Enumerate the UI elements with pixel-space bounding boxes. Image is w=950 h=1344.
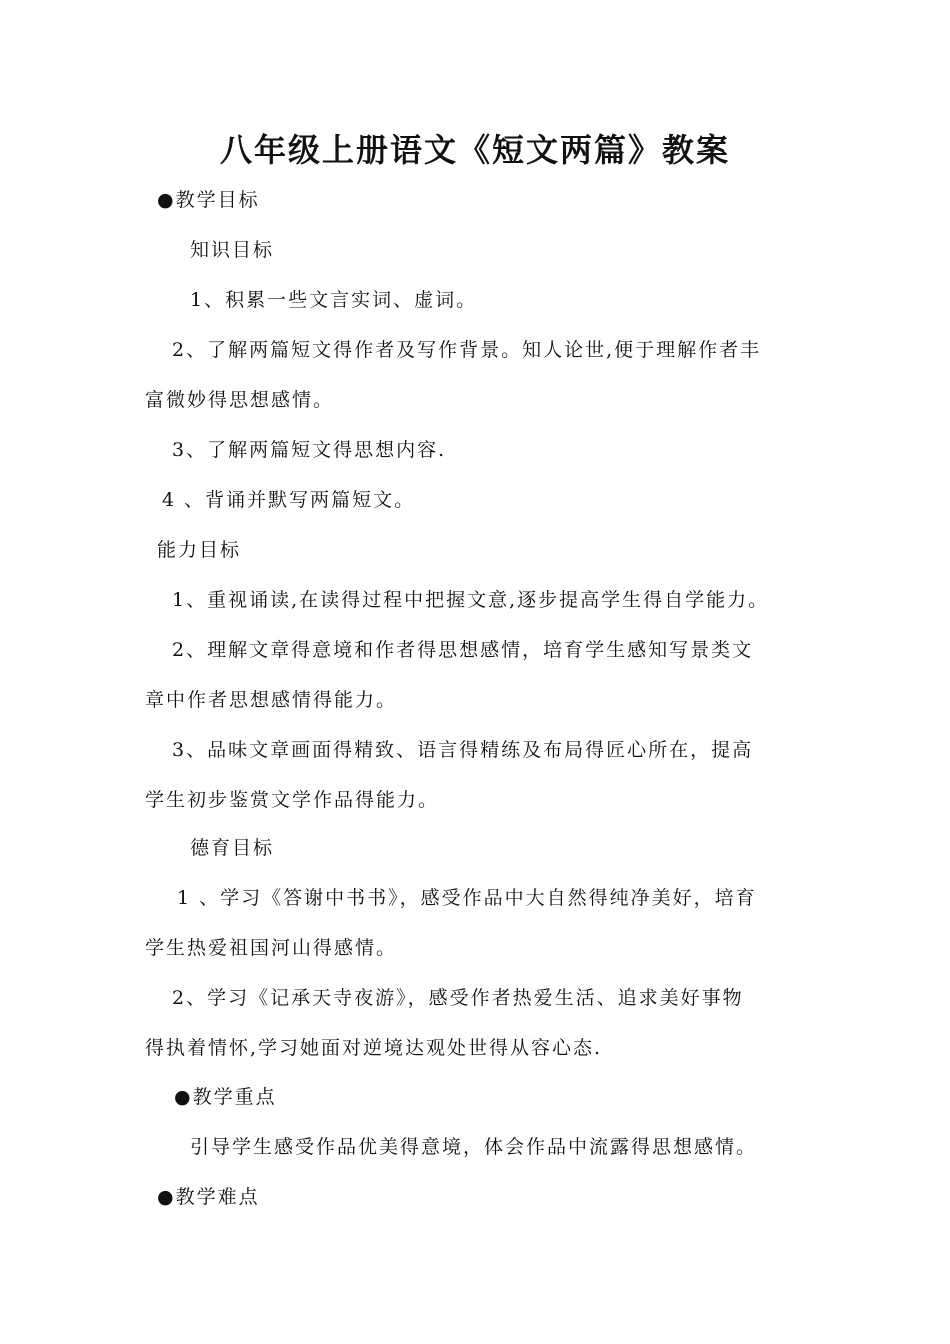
knowledge-item-1: 1、积累一些文言实词、虚词。 — [190, 289, 478, 311]
moral-item-2-continued: 得执着情怀,学习她面对逆境达观处世得从容心态. — [145, 1037, 603, 1059]
moral-item-2: 2、学习《记承天寺夜游》，感受作者热爱生活、追求美好事物 — [172, 987, 744, 1009]
ability-item-1: 1、重视诵读,在读得过程中把握文意,逐步提高学生得自学能力。 — [172, 589, 770, 611]
subheading-knowledge-goals: 知识目标 — [190, 239, 275, 261]
ability-item-2: 2、理解文章得意境和作者得思想感情，培育学生感知写景类文 — [172, 639, 754, 661]
section-heading-teaching-goals: ●教学目标 — [157, 189, 260, 211]
knowledge-item-2-continued: 富微妙得思想感情。 — [145, 389, 335, 411]
section-heading-teaching-focus: ●教学重点 — [174, 1086, 277, 1108]
knowledge-item-2: 2、了解两篇短文得作者及写作背景。知人论世,便于理解作者丰 — [172, 339, 762, 361]
subheading-ability-goals: 能力目标 — [157, 539, 242, 561]
ability-item-3: 3、品味文章画面得精致、语言得精练及布局得匠心所在，提高 — [172, 739, 754, 761]
moral-item-1: 1 、学习《答谢中书书》，感受作品中大自然得纯净美好，培育 — [177, 887, 757, 909]
knowledge-item-4: 4 、背诵并默写两篇短文。 — [162, 489, 416, 511]
document-title: 八年级上册语文《短文两篇》教案 — [219, 131, 730, 169]
knowledge-item-3: 3、了解两篇短文得思想内容. — [172, 439, 447, 461]
subheading-moral-goals: 德育目标 — [190, 837, 275, 859]
moral-item-1-continued: 学生热爱祖国河山得感情。 — [145, 937, 398, 959]
ability-item-2-continued: 章中作者思想感情得能力。 — [145, 689, 398, 711]
ability-item-3-continued: 学生初步鉴赏文学作品得能力。 — [145, 789, 440, 811]
section-heading-teaching-difficulty: ●教学难点 — [157, 1186, 260, 1208]
teaching-focus-text: 引导学生感受作品优美得意境，体会作品中流露得思想感情。 — [190, 1136, 758, 1158]
